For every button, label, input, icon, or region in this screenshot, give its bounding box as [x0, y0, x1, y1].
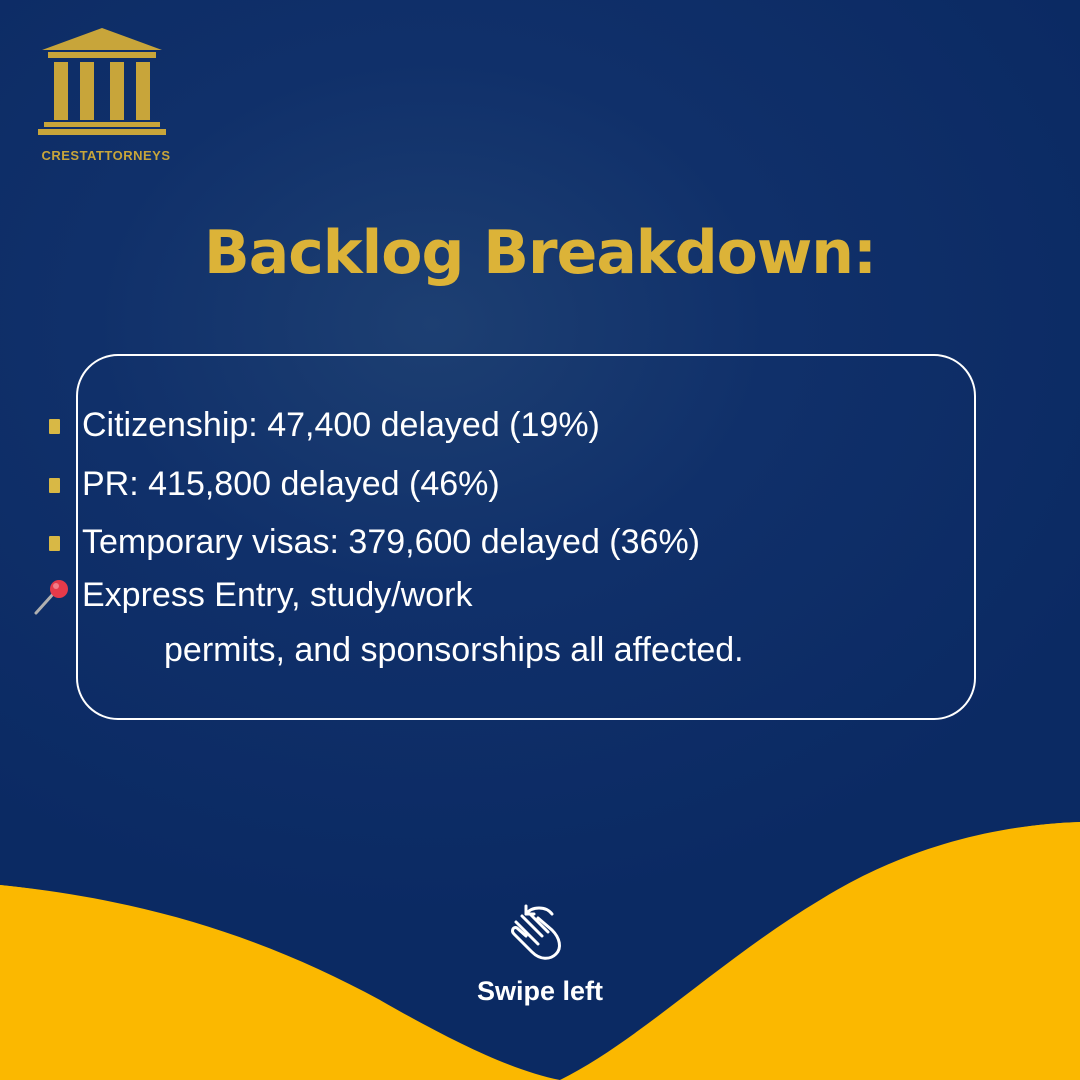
brand-name: CRESTATTORNEYS: [41, 148, 171, 163]
brand-logo: [20, 28, 192, 168]
page-title: Backlog Breakdown:: [203, 218, 877, 288]
swipe-label: Swipe left: [476, 976, 604, 1006]
square-bullet-icon: [49, 478, 60, 493]
list-item-text: Temporary visas: 379,600 delayed (36%): [82, 523, 700, 561]
courthouse-icon: [38, 28, 166, 136]
note-item: [82, 575, 473, 615]
list-item-text: Citizenship: 47,400 delayed (19%): [82, 406, 600, 444]
list-item-pr: [82, 464, 500, 504]
swipe-hand-icon: [508, 900, 572, 964]
list-item-citizenship: [82, 405, 600, 445]
square-bullet-icon: [49, 419, 60, 434]
pushpin-icon: [32, 577, 72, 617]
note-line-1: Express Entry, study/work: [82, 576, 473, 614]
note-line-2: permits, and sponsorships all affected.: [164, 631, 744, 669]
swipe-hint[interactable]: [440, 900, 640, 1010]
list-item-temporary-visas: [82, 522, 700, 562]
square-bullet-icon: [49, 536, 60, 551]
list-item-text: PR: 415,800 delayed (46%): [82, 465, 500, 503]
